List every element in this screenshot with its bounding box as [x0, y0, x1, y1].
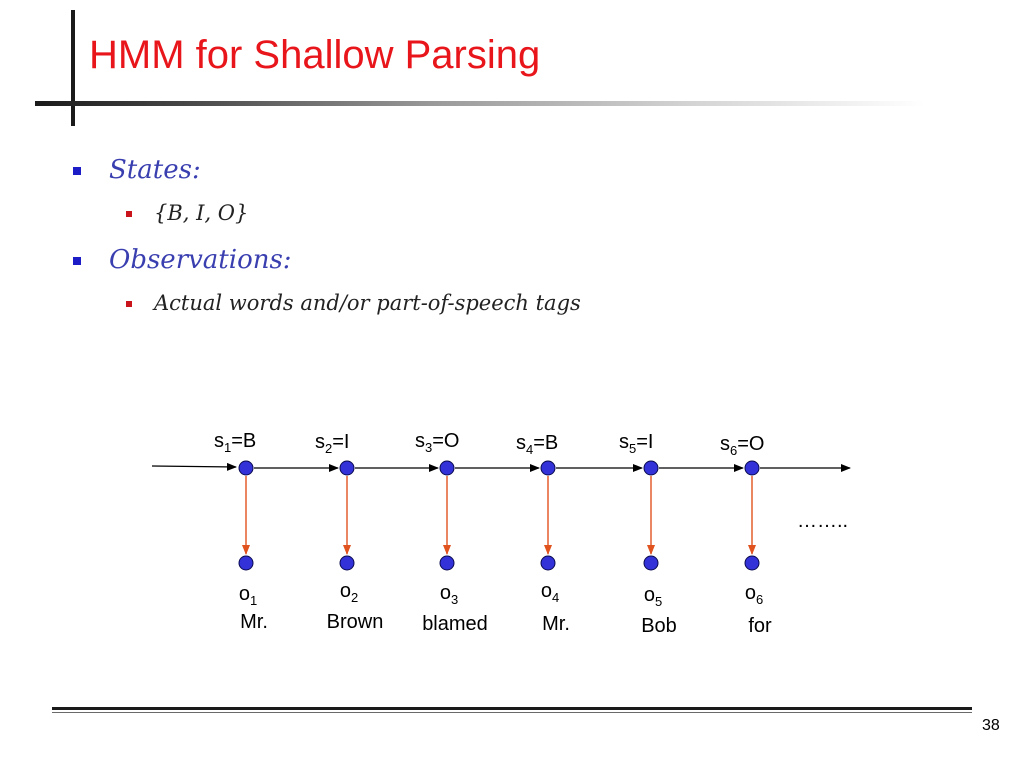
bullet-text: States: — [109, 155, 201, 185]
observation-word: for — [748, 615, 772, 637]
continuation-ellipsis: …….. — [797, 510, 849, 532]
state-label: $s_3=O$ — [415, 430, 460, 455]
bullet-text: Observations: — [109, 245, 292, 275]
bullet-text: Actual words and/or part-of-speech tags — [154, 291, 581, 315]
observation-word: Bob — [641, 615, 677, 637]
observation-node — [644, 556, 658, 570]
state-node — [541, 461, 555, 475]
observation-node — [239, 556, 253, 570]
observation-label: $o_2$ — [339, 580, 359, 605]
bullet-text: {B, I, O} — [154, 201, 249, 225]
observation-node — [541, 556, 555, 570]
observation-label: $o_6$ — [744, 582, 764, 607]
state-label: $s_6=O$ — [720, 433, 765, 458]
observation-word: blamed — [422, 613, 488, 635]
labels — [214, 430, 772, 637]
observation-node — [440, 556, 454, 570]
state-node — [440, 461, 454, 475]
initial-transition-arrow — [152, 466, 236, 467]
state-label: $s_5=I$ — [619, 431, 654, 456]
state-node — [340, 461, 354, 475]
observation-word: Brown — [326, 611, 384, 633]
page-number: 38 — [982, 717, 1000, 734]
nodes — [239, 461, 759, 570]
observation-word: Mr. — [240, 611, 268, 633]
state-node — [745, 461, 759, 475]
observation-word: Mr. — [542, 613, 570, 635]
footer-rule-thin — [52, 712, 972, 713]
observation-label: $o_1$ — [238, 583, 258, 608]
state-node — [239, 461, 253, 475]
observation-label: $o_5$ — [643, 584, 663, 609]
observation-node — [745, 556, 759, 570]
observation-label: $o_3$ — [439, 582, 459, 607]
state-label: $s_4=B$ — [516, 432, 559, 457]
state-label: $s_1=B$ — [214, 430, 257, 455]
observation-node — [340, 556, 354, 570]
state-node — [644, 461, 658, 475]
emission-arrows — [246, 476, 752, 554]
state-label: $s_2=I$ — [315, 431, 350, 456]
observation-label: $o_4$ — [540, 580, 560, 605]
slide-title: HMM for Shallow Parsing — [89, 33, 541, 77]
footer-rule — [52, 707, 972, 710]
